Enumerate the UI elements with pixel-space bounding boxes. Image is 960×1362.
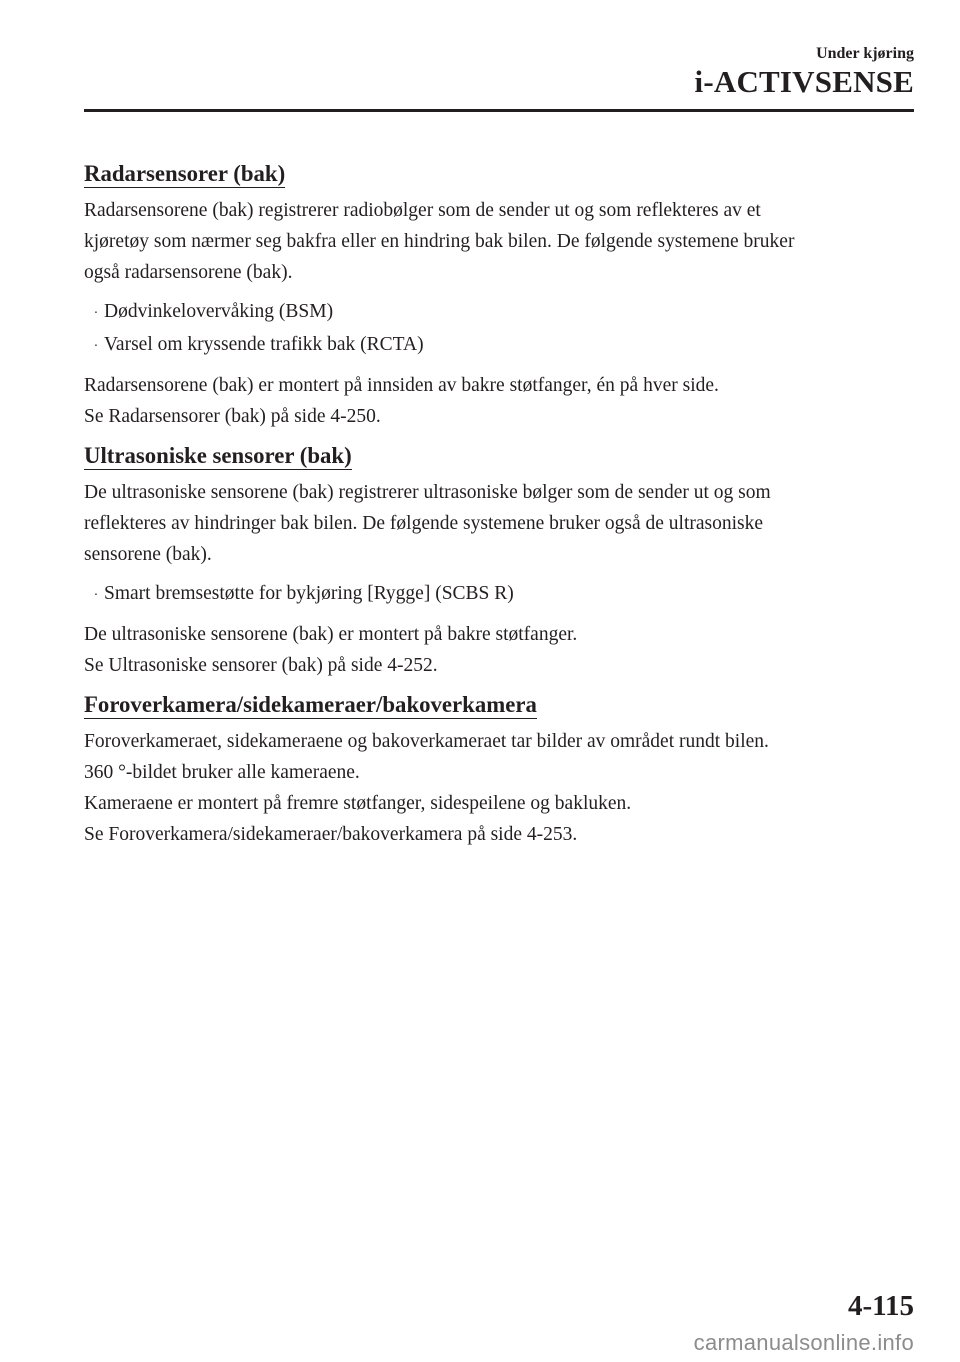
page-number: 4-115 [847, 1290, 914, 1322]
text-line: Radarsensorene (bak) registrerer radiobølger som de sender ut og som reflekteres av et [84, 200, 761, 221]
list-item-text: Dødvinkelovervåking (BSM) [104, 301, 334, 322]
page-content [84, 160, 914, 860]
text-line: kjøretøy som nærmer seg bakfra eller en hindring bak bilen. De følgende systemene bruker [84, 231, 795, 252]
cross-reference: Se Foroverkamera/sidekameraer/bakoverkamera på side 4-253. [84, 824, 578, 845]
bullet-icon: · [93, 339, 99, 354]
text-line: Foroverkameraet, sidekameraene og bakoverkameraet tar bilder av området rundt bilen. [84, 731, 769, 752]
bullet-icon: · [93, 306, 99, 321]
header-divider [84, 109, 914, 112]
page-header [695, 44, 914, 100]
section-heading: Ultrasoniske sensorer (bak) [84, 443, 352, 468]
paragraph [84, 195, 914, 288]
bullet-icon: · [93, 588, 99, 603]
paragraph [84, 619, 914, 681]
text-line: Radarsensorene (bak) er montert på innsiden av bakre støtfanger, én på hver side. [84, 375, 719, 396]
text-line: Kameraene er montert på fremre støtfanger, sidespeilene og bakluken. [84, 793, 632, 814]
chapter-label: Under kjøring [816, 45, 914, 62]
text-line: 360 °-bildet bruker alle kameraene. [84, 762, 360, 783]
section-title: i-ACTIVSENSE [694, 64, 914, 99]
section-ultrasonic-sensors [84, 442, 914, 681]
text-line: også radarsensorene (bak). [84, 262, 293, 283]
list-item-text: Smart bremsestøtte for bykjøring [Rygge] (SCBS R) [104, 583, 514, 604]
bullet-list [84, 578, 914, 611]
list-item-text: Varsel om kryssende trafikk bak (RCTA) [104, 334, 424, 355]
list-item [88, 578, 914, 611]
text-line: reflekteres av hindringer bak bilen. De følgende systemene bruker også de ultrasoniske [84, 513, 764, 534]
watermark: carmanualsonline.info [693, 1330, 914, 1355]
cross-reference: Se Radarsensorer (bak) på side 4-250. [84, 406, 381, 427]
paragraph [84, 370, 914, 432]
section-radar-sensors [84, 160, 914, 432]
list-item [88, 296, 914, 329]
paragraph [84, 726, 914, 850]
text-line: De ultrasoniske sensorene (bak) registrerer ultrasoniske bølger som de sender ut og som [84, 482, 771, 503]
text-line: sensorene (bak). [84, 544, 212, 565]
paragraph [84, 477, 914, 570]
section-heading: Radarsensorer (bak) [84, 161, 286, 186]
cross-reference: Se Ultrasoniske sensorer (bak) på side 4-252. [84, 655, 438, 676]
bullet-list [84, 296, 914, 362]
text-line: De ultrasoniske sensorene (bak) er montert på bakre støtfanger. [84, 624, 578, 645]
section-heading: Foroverkamera/sidekameraer/bakoverkamera [84, 692, 537, 717]
section-cameras [84, 691, 914, 850]
list-item [88, 329, 914, 362]
